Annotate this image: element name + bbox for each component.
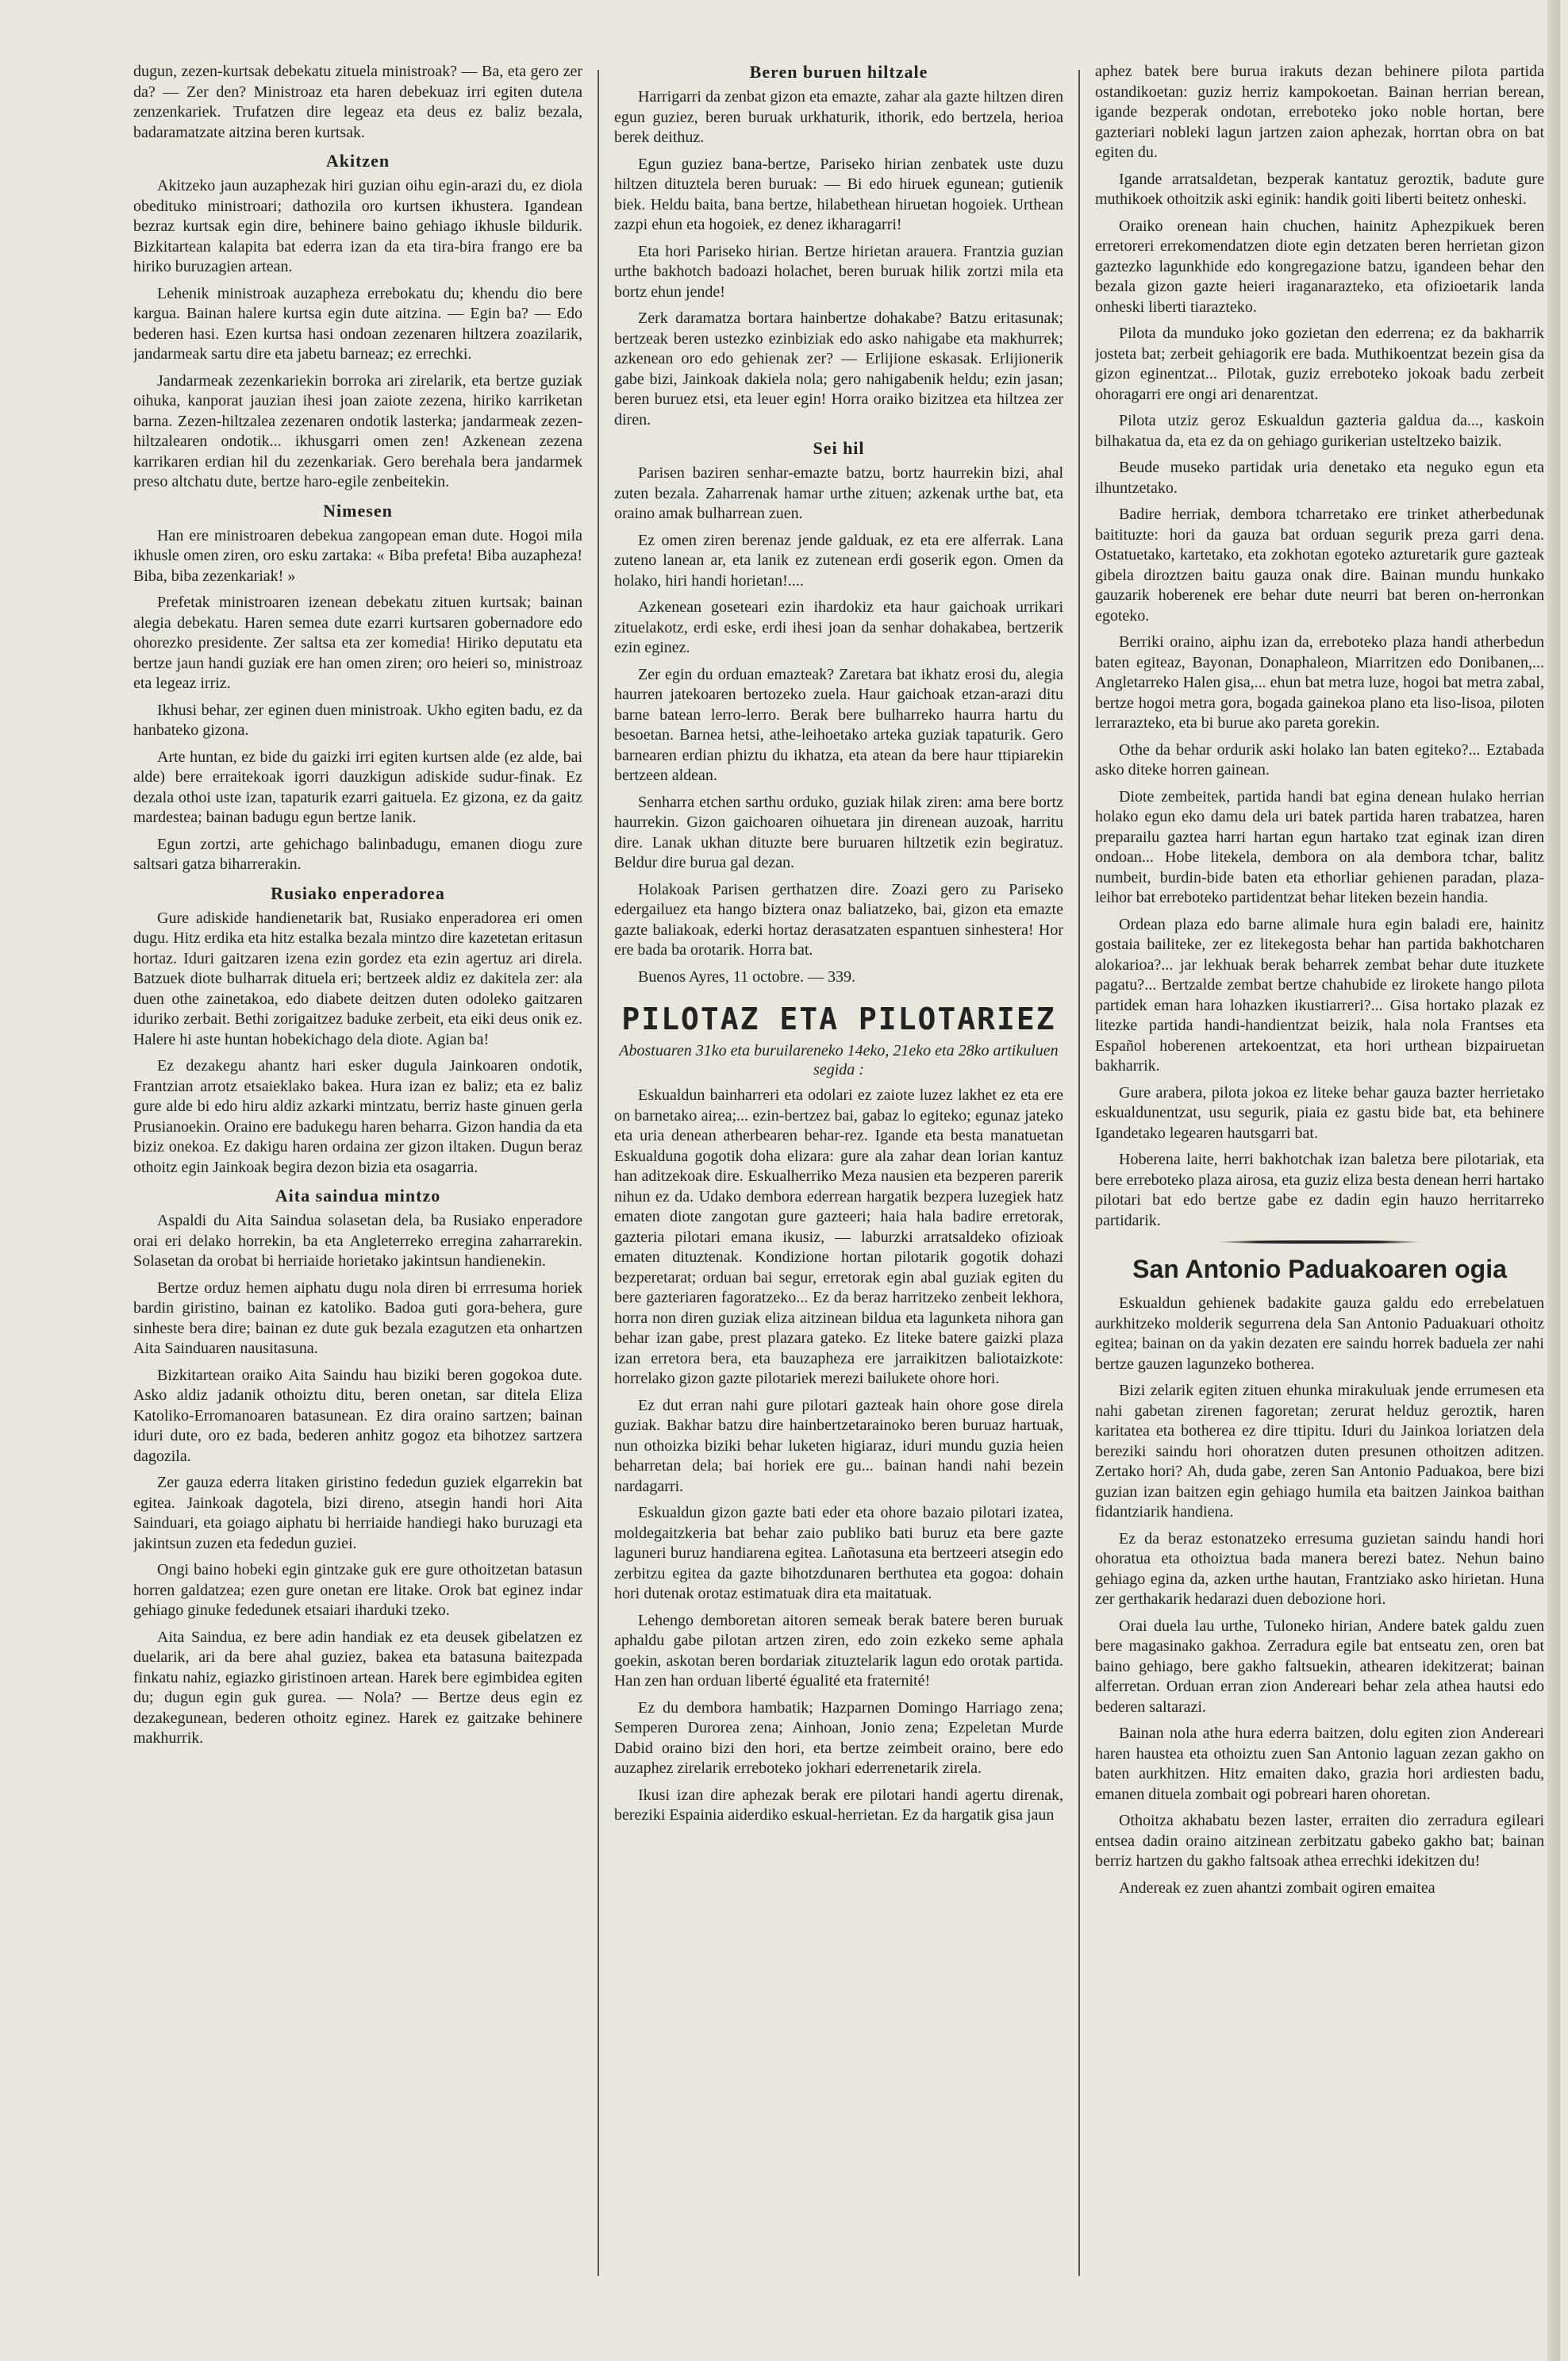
paragraph: dugun, zezen-kurtsak debekatu zituela ministroak? — Ba, eta gero zer da? — Zer den? Ministroaz eta haren debekuaz irri egiten duteла zenzenkariek. Trufatzen dire legeaz eta deus ez baliz bezala, badaramatzate aitzina beren kurtsak. (133, 63, 582, 141)
paragraph: Parisen baziren senhar-emazte batzu, bortz haurrekin bizi, ahal zuten bezala. Zaharrenak hamar urthe zituen; azkenak urthe bat, eta oraino amak bulharrean zuen. (614, 464, 1063, 522)
paragraph: Eskualdun bainharreri eta odolari ez zaiote luzez lakhet ez eta ere on barnetako airea;... ezin-bertzez bai, gabaz lo egiteko; egunaz jateko eta uria denean atherbearen behar-rez. Igande eta besta manatuetan Eskualduna gogotik doha elizara: gure ala zahar dean lorian kantuz han aditzekoak dire. Eskualherriko Meza nausien eta bezperen parerik nihun ez da. Udako dembora ederrean hargatik bezpera luzegiek hatz ematen diote zangotan gure gazteeri; haia hala badire erretorak, gazteria pilotari emana ikusiz, — laburzki arratsaldeko ofizioak ematen dituztenak. Kondizione hortan pilotarik gogotik dohazi bezperetarat; orduan bai segur, erretorak egin abal guziak egiten du bere gazteriaren fagoratzeko... Ez da beraz harritzeko zenbeit lekhora, horra non diren guziak eliza aitzinean bildua eta lagunketa nihora gan behar izan gabe, prest plazara gateko. Ez liteke batere gaizki plaza izan erretora bera, eta bauzapheza ere jarraikitzen baliotaizkote: horrelako gizon gazte pilotariek merezi bailukete ohore hori. (614, 1086, 1063, 1387)
paragraph: Ongi baino hobeki egin gintzake guk ere gure othoitzetan batasun horren galdatzea; ezen gure onetan ere litake. Orok bat eginez indar gehiago ginuke fededunek etsaiari iharduki tzeko. (133, 1561, 582, 1619)
paragraph: Han ere ministroaren debekua zangopean eman dute. Hogoi mila ikhusle omen ziren, oro esku zartaka: « Biba prefeta! Biba auzapheza! Biba, biba zezenkariak! » (133, 526, 582, 585)
paragraph: Akitzeko jaun auzaphezak hiri guzian oihu egin-arazi du, ez diola obedituko ministroari; dathozila oro kurtsen ikhustera. Igandean bezraz kurtsak egin dire, behinere baino gehiago ikhusle bildurik. Bizkitartean kalapita bat ederra izan da eta tira-bira frango ere ba hiriko buruzagien artean. (133, 177, 582, 275)
paragraph: Othoitza akhabatu bezen laster, erraiten dio zerradura egileari entsea dadin oraino aitzinean zerbitzatu gabeko gakho bat; bainan berriz hartzen du gakho faltsoak athea errechki idekitzen du! (1095, 1812, 1544, 1870)
paragraph: Zer egin du orduan emazteak? Zaretara bat ikhatz erosi du, alegia haurren jatekoaren bertozeko zuela. Haur gaichoak etzan-arazi ditu barne batean lerro-lerro. Berak bere bulharreko haurra hartu du besoetan. Barnea hetsi, athe-leihoetako arteka guziak tapaturik. Gero barnearen erdian phiztu du ikhatza, eta atean da bere haur ttipiarekin bertzeen aldean. (614, 665, 1063, 784)
paragraph: Oraiko orenean hain chuchen, hainitz Aphezpikuek beren erretoreri errekomendatzen diote egin detzaten beren herrietan gizon gaztezko lagunkhide edo kongregazione batzu, igandeen behar den bezala gizon gazte heieri iraganarazteko, eta ofizioetarik landa onheski liberti tiarazteko. (1095, 217, 1544, 316)
column-3 (1095, 62, 1544, 2324)
paragraph: Hoberena laite, herri bakhotchak izan baletza bere pilotariak, eta bere erreboteko plaza airosa, eta guziz eliza besta denean herri hartako pilotari bat edo bertze gabe ez dadin egin hauzo herritarreko partidarik. (1095, 1151, 1544, 1229)
paragraph: Harrigarri da zenbat gizon eta emazte, zahar ala gazte hiltzen diren egun guziez, beren buruak urkhaturik, ithorik, edo bertzela, herioa berek deithuz. (614, 88, 1063, 146)
paragraph: Ez da beraz estonatzeko erresuma guzietan saindu handi hori ohoratua eta othoiztua bada manera berezi batez. Nehun baino gehiago egina da, azken urthe hautan, Frantziako asko hirietan. Huna zer gerthakarik hedarazi duen debozione hori. (1095, 1529, 1544, 1608)
paragraph: Egun guziez bana-bertze, Pariseko hirian zenbatek uste duzu hiltzen dituztela beren buruak: — Bi edo hiruek egunean; gutienik biek. Heldu baita, bana bertze, hilabethean hiruetan hogoiek. Urthean zazpi ehun eta hogoiek, ez denez ikharagarri! (614, 155, 1063, 233)
paragraph: Lehenik ministroak auzapheza errebokatu du; khendu dio bere kargua. Bainan halere kurtsa egin dute aitzina. — Egin ba? — Edo bederen hasi. Ezen kurtsa hasi ondoan zezenaren hiltzera zoazilarik, jandarmeak sartu dire eta jabetu barneaz; ez errechki. (133, 284, 582, 363)
paragraph: Andereak ez zuen ahantzi zombait ogiren emaitea (1119, 1878, 1435, 1897)
paragraph: aphez batek bere burua irakuts dezan behinere pilota partida ostandikoetan: guziz herriz kampokoetan. Bainan herrian berean, igande bezperak ondotan, erreboteko joko noble hortan, bere gazteriari nobleki lagun jartzen zaion aphezak, horrtan obra on bat egiten du. (1095, 63, 1544, 161)
paragraph: Holakoak Parisen gerthatzen dire. Zoazi gero zu Pariseko edergailuez eta hango biztera onaz baliatzeko, bai, gizon eta emazte gazte baliakoak, ederki hortaz derasatzaten espantuen sinhestera! Hor ere bada ba orotarik. Horra bat. (614, 880, 1063, 959)
paragraph: Pilota da munduko joko gozietan den ederrena; ez da bakharrik josteta bat; zerbeit gehiagorik ere bada. Muthikoentzat bezein gisa da gizon eginentzat... Pilotak, guziz erreboteko jokoak badu zerbeit ohoragarri ere ongi ari denarentzat. (1095, 325, 1544, 403)
paragraph: Bertze orduz hemen aiphatu dugu nola diren bi errresuma horiek bardin giristino, bainan ez katoliko. Badoa guti gora-behera, gure sinheste bera dire; bainan ez dute guk bezala ezagutzen eta onhartzen Aita Sainduaren nausitasuna. (133, 1279, 582, 1357)
paragraph: Zerk daramatza bortara hainbertze dohakabe? Batzu eritasunak; bertzeak beren ustezko ezinbiziak edo asko nahigabe eta makhurrek; azkenean oro edo gehienak zer? — Erlijione eskasak. Erlijionerik gabe bizi, Jainkoak dakiela nola; gero nahigabenik heldu; ezin jasan; beren buruez etsi, eta leuer egin! Horra oraiko bizitzea eta hiltzea zer diren. (614, 310, 1063, 429)
paragraph: Igande arratsaldetan, bezperak kantatuz geroztik, badute gure muthikoek othoitzik aski eginik: handik goiti liberti beitetz onheski. (1095, 170, 1544, 208)
paragraph: Badire herriak, dembora tcharretako ere trinket atherbedunak baitituzte: hori da gauza bat orduan segurik preza garri dena. Ostatuetako, kartetako, eta zokhotan egoteko azturetarik gure gazteak gibela diroztzen baitu gauza onak dire. Bainan mundu hunkako gauzarik hoberenek ere behar dute neurri bat beren on-herronkan egoteko. (1095, 506, 1544, 625)
paragraph: Ez dut erran nahi gure pilotari gazteak hain ohore gose direla guziak. Bakhar batzu dire hainbertzetarainoko beren buruaz hartuak, nun othoizka biziki behar luketen higiaraz, iduri mundu guzia heien beharretan dela; bai horiek ere gu... bainan handi nahi bezein nardagarri. (614, 1396, 1063, 1495)
article-title: San Antonio Paduakoaren ogia (1132, 1255, 1507, 1283)
paragraph: Ez dezakegu ahantz hari esker dugula Jainkoaren ondotik, Frantzian arrotz etsaieklako bakea. Hura izan ez baliz; eta ez baliz gure alde bi edo hiru aldiz azkarki mintzatu, berriz haste ginuen gerla Prusianoekin. Oraino ere badukegu haren beharra. Gizon handia da eta biziz onekoa. Ez dakigu haren ordaina zer gizon iltaken. Dugun beraz othoitz egin Jainkoak begira dezon bizia eta osagarria. (133, 1057, 582, 1176)
paragraph: Ez du dembora hambatik; Hazparnen Domingo Harriago zena; Semperen Durorea zena; Ainhoan, Jonio zena; Ezpeletan Murde Dabid oraino bizi den hori, eta bertze zeimbeit oraino, bere edo auzaphez zirelarik erreboteko jokhari ederrenetarik zirela. (614, 1698, 1063, 1777)
paragraph: Egun zortzi, arte gehichago balinbadugu, emanen diogu zure saltsari gatza biharrerakin. (133, 835, 582, 873)
column-2 (614, 62, 1063, 2324)
paragraph: Berriki oraino, aiphu izan da, erreboteko plaza handi atherbedun baten egiteaz, Bayonan, Donaphaleon, Miarritzen edo Donibanen,... Angletarreko Halen gisa,... ehun bat metra luze, hogoi bat metra zabal, bertze hogoi metra gora, bogada gainekoa plano eta liso-lisoa, piloten lerrarazteko, eta bi burue ako pareta gorekin. (1095, 633, 1544, 732)
section-heading: Aita saindua mintzo (275, 1186, 441, 1205)
article-subtitle: Abostuaren 31ko eta buruilareneko 14eko, 21eko eta 28ko artikuluen segida : (619, 1042, 1059, 1079)
column-divider (598, 70, 599, 2276)
paragraph: Beude museko partidak uria denetako eta neguko egun eta ilhuntzetako. (1095, 459, 1544, 497)
section-heading: Beren buruen hiltzale (749, 62, 928, 82)
paragraph: Pilota utziz geroz Eskualdun gazteria galdua da..., kaskoin bilhakatua da, eta ez da on gehiago gurikerian usteltzeko baizik. (1095, 412, 1544, 450)
text-columns (133, 62, 1544, 2324)
paragraph: Gure arabera, pilota jokoa ez liteke behar gauza bazter herrietako eskualdunentzat, usu segurik, piaia ez gastu bide bat, eta behinere Igandetako legearen hautsgarri bat. (1095, 1083, 1544, 1142)
section-heading: Nimesen (323, 500, 393, 521)
page-edge (1547, 0, 1560, 2361)
paragraph: Senharra etchen sarthu orduko, guziak hilak ziren: ama bere bortz haurrekin. Gizon gaichoaren oihuetara jin direnean auzoak, harritu dire. Lanak ukhan dituzte bere buruaren hiltzetik ezin begiratuz. Beldur dire burua gal dezan. (614, 793, 1063, 871)
paragraph: Ikusi izan dire aphezak berak ere pilotari handi agertu direnak, bereziki Espainia aiderdiko eskual-herrietan. Ez da hargatik gisa jaun (614, 1786, 1063, 1824)
paragraph: Prefetak ministroaren izenean debekatu zituen kurtsak; bainan alegia debekatu. Haren semea dute ezarri kurtsaren gobernadore edo ohorezko presidente. Zer saltsa eta zer komedia! Hiriko deputatu eta bertze jaun handi guziak ere han omen ziren; oro heieri so, ministroaz eta legeaz irriz. (133, 594, 582, 692)
column-divider (1078, 70, 1080, 2276)
paragraph: Aita Saindua, ez bere adin handiak ez eta deusek gibelatzen ez duelarik, ari da bere ahal guziez, bakea eta batasuna baitezpada finkatu nahiz, egiazko giristinoen artean. Harek bere egimbidea egiten du; dugun egin guk gurea. — Nola? — Bertze deus egin ez dezakegunean, bederen othoitz eginez. Harek ez gaitzake behinere makhurrik. (133, 1628, 582, 1747)
paragraph: Eta hori Pariseko hirian. Bertze hirietan arauera. Frantzia guzian urthe bakhotch badoazi holachet, beren buruak hilik zortzi mila eta bortz ehun jende! (614, 242, 1063, 301)
paragraph: Ez omen ziren berenaz jende galduak, ez eta ere alferrak. Lana zuteno lanean ar, eta lanik ez zutenean erdi goserik egon. Omen da holako, hiri handi horietan!.... (614, 531, 1063, 590)
section-heading: Rusiako enperadorea (271, 882, 445, 903)
paragraph: Ikhusi behar, zer eginen duen ministroak. Ukho egiten badu, ez da hanbateko gizona. (133, 701, 582, 739)
paragraph: Ordean plaza edo barne alimale hura egin baladi ere, hainitz gostaia bailiteke, zer ez litekegosta behar han partida bakhotcharen alokarioa?... jar lekhuak berak beharrek zembat behar dute ituzkete pagatu?... Bertzalde zembat bertze chahubide ez lirokete hango pilota partidek eman hara lohazken ikustiarreri?... Gisa hortako plazak ez litezke partida handi-handientzat beizik, hala nola Frantses eta Español hoberenen artekoentzat, eta hori urthean bizpairuetan bakharrik. (1095, 915, 1544, 1075)
paragraph: Othe da behar ordurik aski holako lan baten egiteko?... Eztabada asko diteke horren gainean. (1095, 740, 1544, 779)
paragraph: Aspaldi du Aita Saindua solasetan dela, ba Rusiako enperadore orai eri delako horrekin, ba eta Angleterreko erregina zaharrarekin. Solasetan da orobat bi herriaide horietako jakintsun handienekin. (133, 1212, 582, 1270)
paragraph: Eskualdun gehienek badakite gauza galdu edo errebelatuen aurkhitzeko molderik segurrena dela San Antonio Paduakuari othoitz egitea; bainan on da yakin dezaten ere saindu horrek baduela zer nahi bertze gauzen lagunzeko botherea. (1095, 1294, 1544, 1373)
paragraph: Diote zembeitek, partida handi bat egina denean hulako herrian holako egun eko damu dela uri batek partida haren trabatzea, haren preparailu gaztea harri hartan egun hartako tzat eginak izan diren ondoan... Hobe litekela, dembora on ala dembora tchar, balitz numbeit, burdin-bide baten eta ethorliar gehienen paradan, plaza-leihor bat erreboteko partidentzat behar liteken bezein handia. (1095, 787, 1544, 906)
ornamental-separator (1216, 1240, 1423, 1244)
article-title: PILOTAZ ETA PILOTARIEZ (621, 1002, 1056, 1036)
paragraph: Jandarmeak zezenkariekin borroka ari zirelarik, eta bertze guziak oihuka, kanporat jauzian ihesi joan zaiote zezena, hiriko karriketan barna. Zezen-hiltzalea zezenaren ondotik lasterka; jandarmeak zezen-hiltzalearen ondotik... ikhusgarri omen zen! Azkenean zezena karrikaren erdian hil du zezenkariak. Gero berehala bera jandarmek preso altchatu dute, bertze haro-egile zenbeitekin. (133, 371, 582, 490)
paragraph: Eskualdun gizon gazte bati eder eta ohore bazaio pilotari izatea, moldegaitzkeria bat behar zaio publiko bati buruz eta bere gazte laguneri buruz handiarena egitea. Lañotasuna eta bertzeeri atsegin edo zerbitzu egitea da gazte bihotzdunaren berthutea eta gogoa: dohain hori dutenak orotaz estimatuak dira eta maitatuak. (614, 1504, 1063, 1602)
paragraph: Bainan nola athe hura ederra baitzen, dolu egiten zion Andereari haren haustea eta othoiztu zuen San Antonio laguan zezan gakho on baten aurkhitzen. Hitz emaiten dako, grazia hori ardiesten badu, emanen dituela zombait ogi pobreari haren ohoretan. (1095, 1725, 1544, 1803)
section-heading: Sei hil (813, 438, 865, 458)
paragraph: Azkenean goseteari ezin ihardokiz eta haur gaichoak urrikari zituelakotz, erdi eske, erdi ihesi joan da senhar dohakabea, bertzerik ezin eginez. (614, 598, 1063, 656)
paragraph: Arte huntan, ez bide du gaizki irri egiten kurtsen alde (ez alde, bai alde) bere erraitekoak igorri dauzkigun adiskide sudur-finak. Ez dezala othoi uste izan, tapaturik ezarri gaituela. Ez gizona, ez da gaitz mardestea; bainan badugu egun bertze lanik. (133, 748, 582, 826)
paragraph: Bizi zelarik egiten zituen ehunka mirakuluak jende errumesen eta nahi gabetan zirenen fagoretan; zerurat helduz geroztik, haren karitatea eta botherea ez dire ttipitu. Iduri du Jainkoa loriatzen dela bereziki saindu hori ohoratzen duten presunen othoitzen aditzen. Zertako hori? Ah, duda gabe, zeren San Antonio Paduakoa, bere bizi guzian izan baitzen egin gehiago humila eta baitzen Jainkoa baithan fidantziarik handiena. (1095, 1382, 1544, 1521)
paragraph: Gure adiskide handienetarik bat, Rusiako enperadorea eri omen dugu. Hitz erdika eta hitz estalka bezala mintzo dire kazetetan eritasun hortaz. Iduri gaitzaren izena ezin gordez eta ezin agertuz ari direla. Batzuek diote bulharrak dituela eri; bertzeek aldiz ez dakitela zer: ala duen othe zainetakoa, edo diabete deitzen duten odoleko gaitzaren iduriko zerbait. Bethi zorigaitzez baduke zerbeit, eta eiki deus onik ez. Halere hi aste huntan hobekichago dela diote. Agian ba! (133, 909, 582, 1048)
paragraph: Bizkitartean oraiko Aita Saindu hau biziki beren gogokoa dute. Asko aldiz jadanik othoiztu ditu, beren onetan, sar ditela Eliza Katoliko-Erromanoaren batasunean. Ez dira oraino sartzen; bainan iduri dute, oro ez bada, bederen anhitz gogoz eta bihotzez sartzera dagozila. (133, 1366, 582, 1465)
paragraph: Orai duela lau urthe, Tuloneko hirian, Andere batek galdu zuen bere magasinako gakhoa. Zerradura egile bat entseatu zen, oren bat baino gehiago, bere gakho faltsuekin, athearen idekitzerat; bainan alferretan. Orduan erran zion Andereari behar zela athea hautsi edo bederen saltarazi. (1095, 1617, 1544, 1716)
paragraph: Lehengo demboretan aitoren semeak berak batere beren buruak aphaldu gabe pilotan artzen ziren, edo zoin ezkeko seme aphala goekin, askotan beren bordariak zituztelarik lagun edo orotak partida. Han zen han orduan liberté égualité eta fraternité! (614, 1611, 1063, 1690)
column-1 (133, 62, 582, 2324)
dateline: Buenos Ayres, 11 octobre. — 339. (638, 967, 856, 986)
section-heading: Akitzen (325, 151, 390, 171)
paragraph: Zer gauza ederra litaken giristino fededun guziek elgarrekin bat egitea. Jainkoak dagotela, bizi direno, atsegin handi hori Aita Sainduari, eta goiago aiphatu bi herriaide handiegi hako buruzagi eta jakintsun zuzen eta fededun guziei. (133, 1474, 582, 1552)
